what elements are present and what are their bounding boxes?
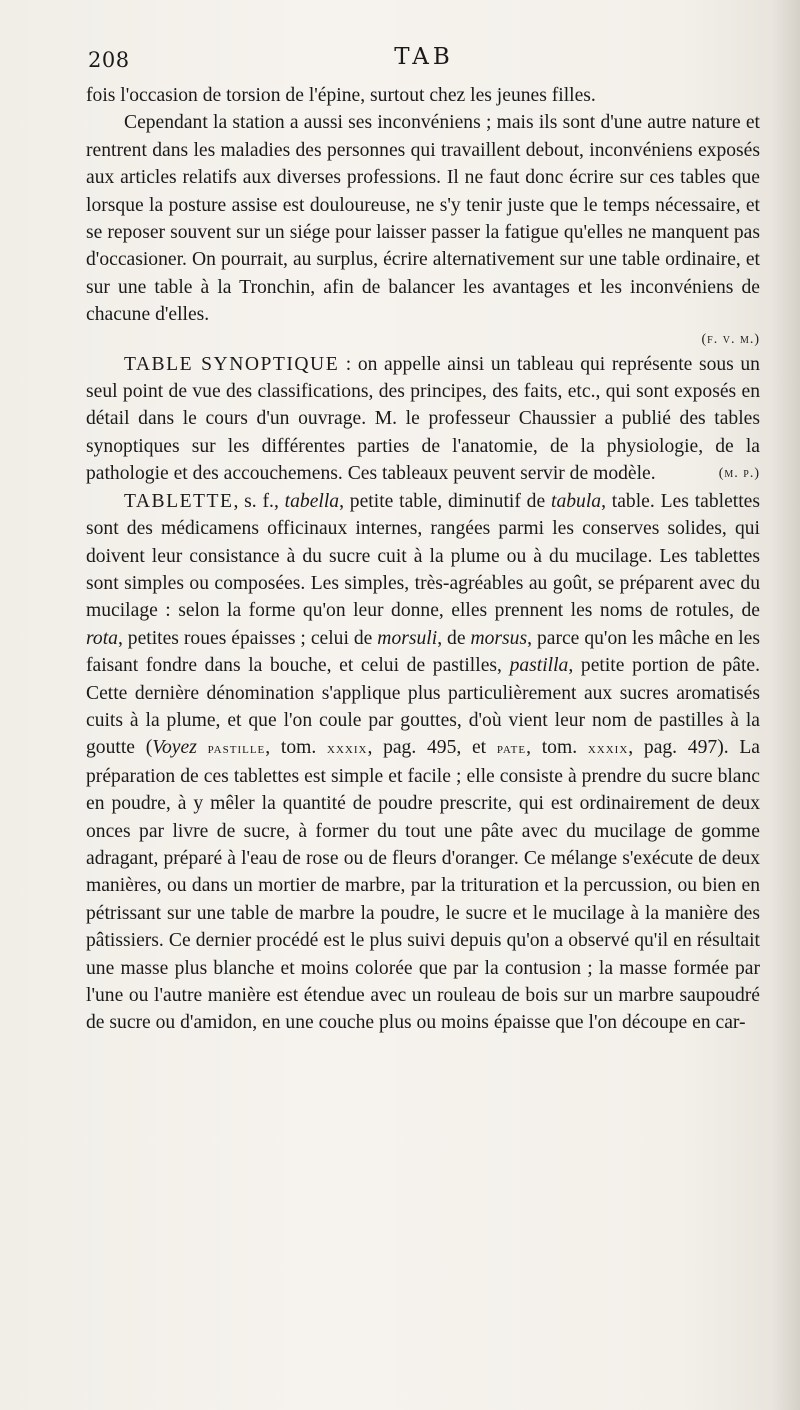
entry-headword-tablette: TABLETTE [124, 490, 234, 512]
entry-table-synoptique [86, 351, 760, 488]
entry-tablette [86, 488, 760, 1037]
cross-reference-voyez: Voyez [152, 737, 197, 759]
running-head: TAB [394, 44, 454, 70]
author-initials-fvm: (f. v. m.) [701, 331, 760, 347]
paragraph-continuation: fois l'occasion de torsion de l'épine, surtout chez les jeunes filles. [86, 85, 596, 106]
text-run: , de [437, 627, 471, 649]
text-run: , tom. [265, 737, 327, 759]
entry-headword-table-synoptique: TABLE SYNOPTIQUE [124, 353, 340, 375]
paragraph-station: Cependant la station a aussi ses inconvéniens ; mais ils sont d'une autre nature et rentrent dans les maladies des personnes qui travaillent debout, inconvéniens exposés aux articles relatifs aux diverses professions. Il ne faut donc écrire sur ces tables que lorsque la posture assise est douloureuse, ne s'y tenir juste que le temps nécessaire, et se reposer souvent sur un siége pour laisser passer la fatigue qu'elles ne manquent pas d'occasioner. On pourrait, au surplus, écrire alternativement sur une table ordinaire, et sur une table à la Tronchin, afin de balancer les avantages et les inconvéniens de chacune d'elles. [86, 112, 760, 326]
latin-term: rota [86, 627, 118, 649]
author-initials-mp: (m. p.) [718, 466, 760, 482]
page-number: 208 [88, 48, 130, 72]
text-run: , pag. 497). La préparation de ces tablettes est simple et facile ; elle consiste à prendre du sucre blanc en poudre, à y mêler la quantité de poudre prescrite, qui est ordinairement de deux onces par livre de sucre, à former du tout une pâte avec du mucilage de gomme adragant, préparé à l'eau de rose ou de fleurs d'oranger. Ce mélange s'exécute de deux manières, ou dans un mortier de marbre, par la trituration et la percussion, ou bien en pétrissant sur une table de marbre la poudre, le sucre et le mucilage à la manière des pâtissiers. Ce dernier procédé est le plus suivi depuis qu'on a observé qu'il en résultait une masse plus blanche et moins colorée que par la contusion ; la masse formée par l'une ou l'autre manière est étendue avec un rouleau de bois sur un marbre saupoudré de sucre ou d'amidon, en une couche plus ou moins épaisse que l'on découpe en car- [86, 737, 760, 1034]
volume-number: xxxix [327, 740, 368, 758]
latin-term: morsus [470, 627, 528, 649]
page-header [88, 44, 760, 78]
text-run: , parce qu'on les mâche en les faisant fondre dans la bouche, et celui de pastilles, [86, 627, 760, 677]
cross-reference-pate: pate [496, 740, 527, 758]
text-block [86, 82, 760, 1037]
text-run: , s. f., [233, 490, 285, 512]
page-gutter-shadow [772, 0, 800, 1410]
entry-body-table-synoptique: : on appelle ainsi un tableau qui représente sous un seul point de vue des classifications, des principes, des faits, etc., qui sont exposés en détail dans le cours d'un ouvrage. M. le professeur Chaussier a publié des tables synoptiques sur les différentes parties de l'anatomie, de la physiologie, de la pathologie et des accouchemens. Ces tableaux peuvent servir de modèle. [86, 353, 760, 485]
latin-term: tabella [284, 490, 340, 512]
text-run: , petite portion de pâte. Cette dernière dénomination s'applique plus particulièrement aux sucres aromatisés cuits à la plume, et que l'on coule par gouttes, d'où vient leur nom de pastilles à la goutte ( [86, 655, 760, 759]
latin-term: morsuli [377, 627, 438, 649]
text-run: , tom. [526, 737, 588, 759]
latin-term: tabula [551, 490, 602, 512]
volume-number: xxxix [587, 740, 629, 758]
text-run: , table. Les tablettes sont des médicamens officinaux internes, rangées parmi les conserves solides, qui doivent leur consistance à du sucre cuit à la plume ou à du mucilage. Les tablettes sont simples ou composées. Les simples, très-agréables au goût, se préparent avec du mucilage : selon la forme qu'on leur donne, elles prennent les noms de rotules, de [86, 490, 760, 622]
text-run: , pag. 495, et [367, 737, 497, 759]
latin-term: pastilla [509, 655, 569, 677]
text-run: , petite table, diminutif de [339, 490, 551, 512]
text-run: , petites roues épaisses ; celui de [117, 627, 378, 649]
text-run [197, 737, 208, 758]
cross-reference-pastille: pastille [207, 740, 266, 758]
